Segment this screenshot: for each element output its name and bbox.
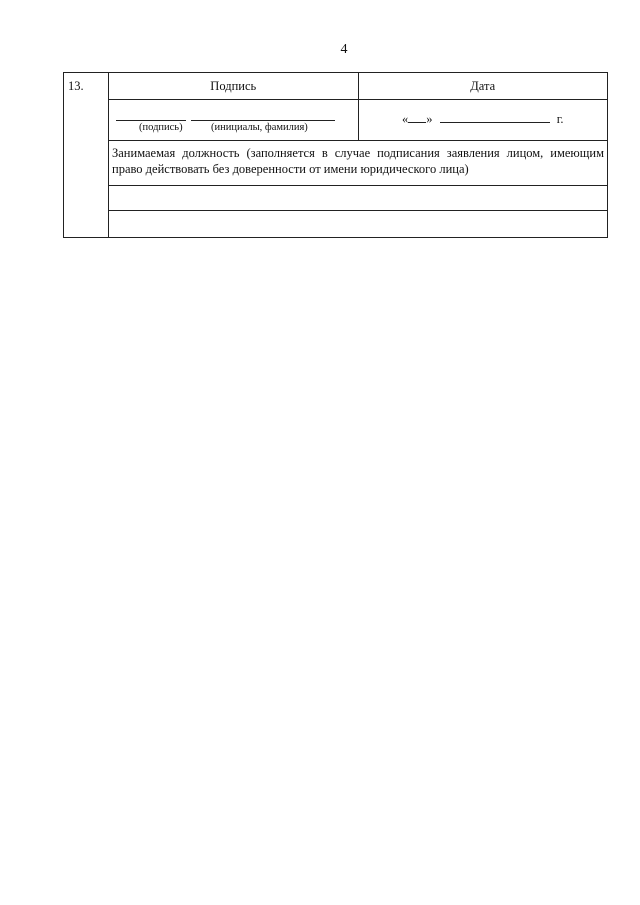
day-blank[interactable] <box>408 112 426 123</box>
page-number: 4 <box>340 42 348 57</box>
month-year-blank[interactable] <box>440 112 550 123</box>
initials-line <box>191 120 335 121</box>
position-label: Занимаемая должность (заполняется в случае подписания заявления лицом, имеющим право действовать без доверенности от имени юридического лица) <box>109 141 608 186</box>
signature-line <box>116 120 186 121</box>
initials-label: (инициалы, фамилия) <box>211 122 308 133</box>
signature-header: Подпись <box>109 73 359 100</box>
header-row <box>64 73 608 100</box>
year-suffix: г. <box>556 112 564 126</box>
row-number: 13. <box>64 73 109 238</box>
position-input-2[interactable] <box>109 211 608 238</box>
position-input-1[interactable] <box>109 186 608 211</box>
signature-table <box>63 72 608 238</box>
signature-field[interactable] <box>109 100 359 141</box>
signature-row <box>64 100 608 141</box>
position-row <box>64 141 608 186</box>
date-close-quote: » <box>426 112 433 126</box>
date-open-quote: « <box>401 112 409 126</box>
date-header: Дата <box>358 73 608 100</box>
blank-row-2 <box>64 211 608 238</box>
date-field[interactable] <box>358 100 608 141</box>
signature-label: (подпись) <box>139 122 183 133</box>
blank-row-1 <box>64 186 608 211</box>
